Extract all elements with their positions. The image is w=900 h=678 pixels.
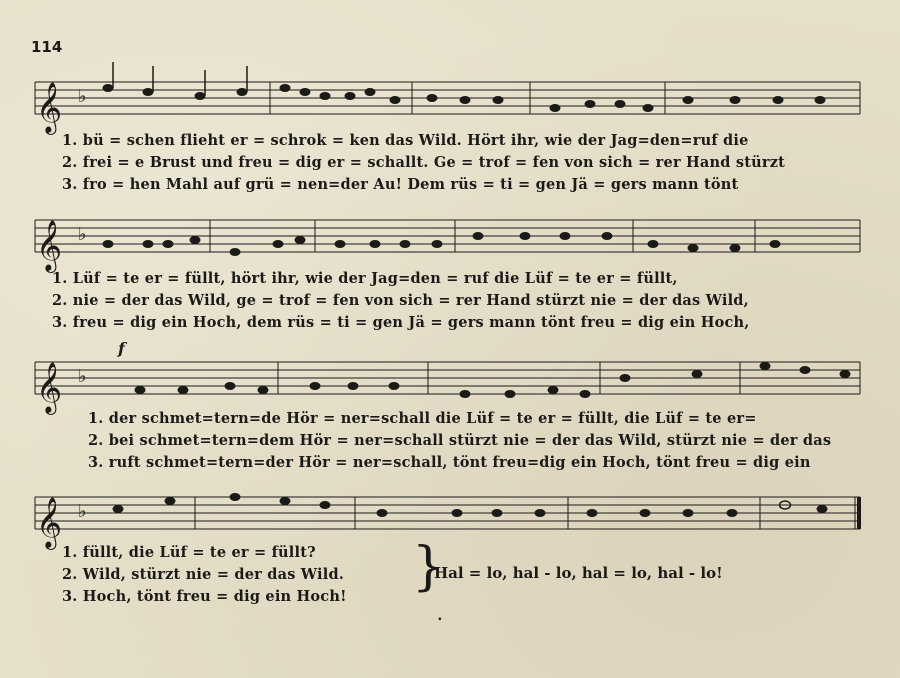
flat-key-signature-icon: ♭ xyxy=(78,366,87,387)
treble-clef-icon: 𝄞 xyxy=(36,497,63,548)
refrain-brace: } xyxy=(412,537,446,597)
lyrics-verse-1: 1. Lüf = te er = füllt, hört ihr, wie der Jag=den = ruf die Lüf = te er = füllt, xyxy=(52,270,678,287)
staff-system-4 xyxy=(35,493,861,550)
treble-clef-icon: 𝄞 xyxy=(36,220,63,271)
lyrics-verse-2: 2. nie = der das Wild, ge = trof = fen von sich = rer Hand stürzt nie = der das Wild, xyxy=(52,292,749,309)
flat-key-signature-icon: ♭ xyxy=(78,501,87,522)
flat-key-signature-icon: ♭ xyxy=(78,86,87,107)
staff-system-3 xyxy=(35,339,860,415)
dynamic-marking: f xyxy=(118,339,125,358)
lyrics-verse-2: 2. bei schmet=tern=dem Hör = ner=schall stürzt nie = der das Wild, stürzt nie = der das xyxy=(88,432,832,449)
refrain-lyrics: Hal = lo, hal - lo, hal = lo, hal - lo! xyxy=(434,564,723,582)
lyrics-verse-3: 3. ruft schmet=tern=der Hör = ner=schall, tönt freu=dig ein Hoch, tönt freu = dig ein xyxy=(88,454,811,471)
lyrics-verse-3: 3. freu = dig ein Hoch, dem rüs = ti = gen Jä = gers mann tönt freu = dig ein Hoch, xyxy=(52,314,750,331)
treble-clef-icon: 𝄞 xyxy=(36,362,63,413)
lyrics-verse-1: 1. bü = schen flieht er = schrok = ken das Wild. Hört ihr, wie der Jag=den=ruf die xyxy=(62,132,749,149)
lyrics-verse-3: 3. fro = hen Mahl auf grü = nen=der Au! Dem rüs = ti = gen Jä = gers mann tönt xyxy=(62,176,739,193)
staff-system-1 xyxy=(35,62,860,135)
lyrics-verse-1: 1. füllt, die Lüf = te er = füllt? xyxy=(62,544,316,561)
flat-key-signature-icon: ♭ xyxy=(78,224,87,245)
lyrics-verse-2: 2. Wild, stürzt nie = der das Wild. xyxy=(62,566,345,583)
lyrics-verse-1: 1. der schmet=tern=de Hör = ner=schall die Lüf = te er = füllt, die Lüf = te er= xyxy=(88,410,757,427)
footer-mark: ꞏ xyxy=(438,612,442,626)
lyrics-verse-3: 3. Hoch, tönt freu = dig ein Hoch! xyxy=(62,588,347,605)
page-number: 114 xyxy=(31,38,63,56)
treble-clef-icon: 𝄞 xyxy=(36,82,63,133)
lyrics-verse-2: 2. frei = e Brust und freu = dig er = schallt. Ge = trof = fen von sich = rer Hand stürzt xyxy=(62,154,786,171)
staff-system-2 xyxy=(35,220,860,273)
